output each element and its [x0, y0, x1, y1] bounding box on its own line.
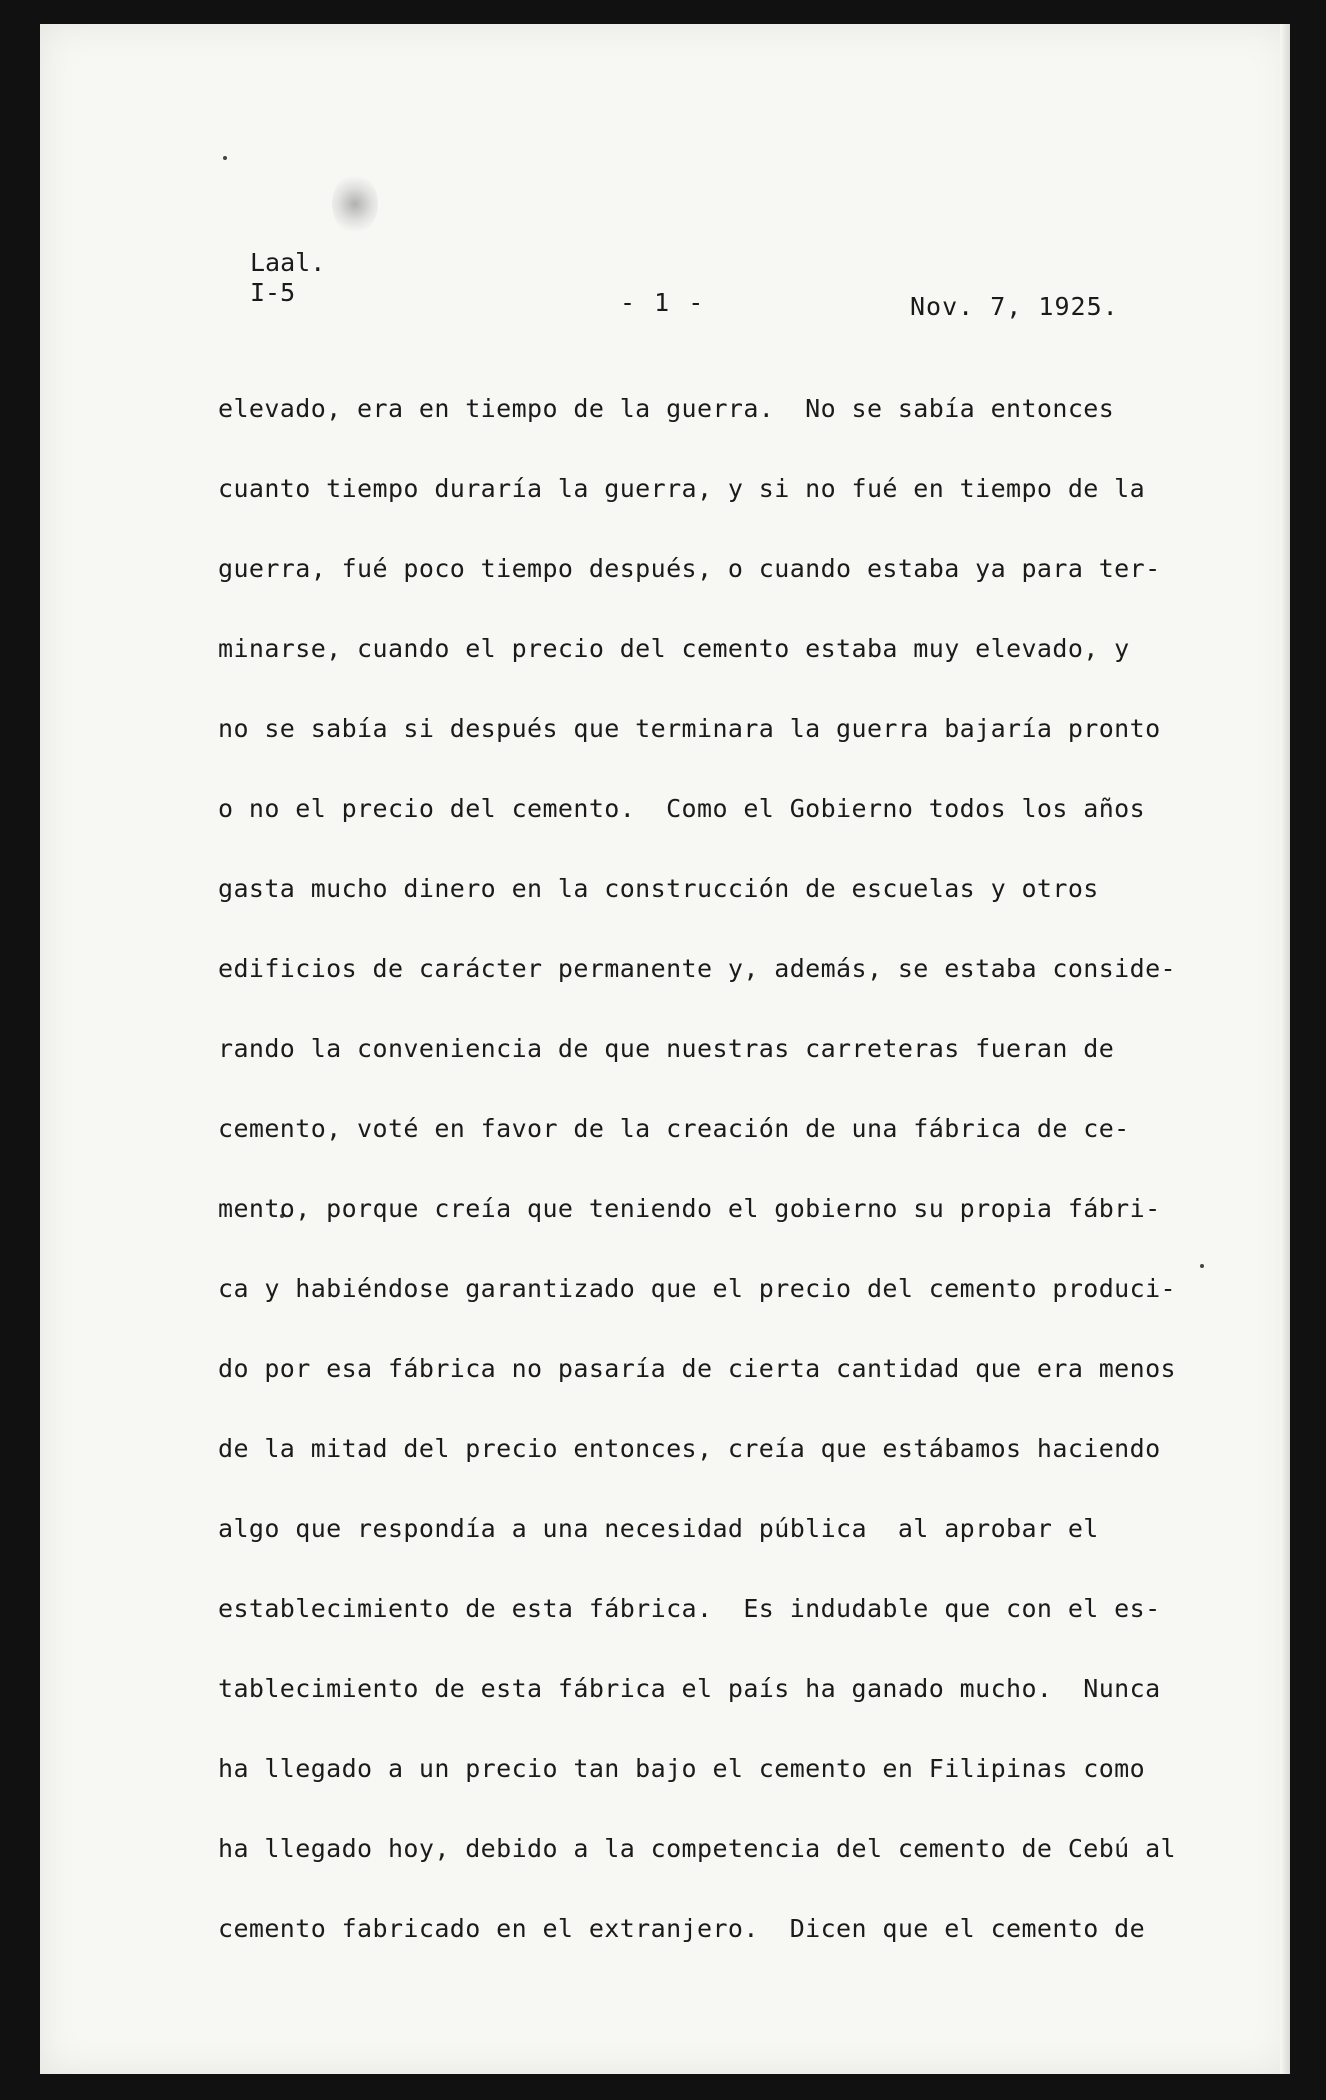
text-line: establecimiento de esta fábrica. Es indudable que con el es- [218, 1594, 1161, 1623]
ink-speck [223, 156, 227, 160]
text-line: elevado, era en tiempo de la guerra. No se sabía entonces [218, 394, 1115, 423]
text-line: do por esa fábrica no pasaría de cierta cantidad que era menos [218, 1354, 1176, 1383]
page-header [250, 248, 1150, 328]
document-date: Nov. 7, 1925. [910, 292, 1119, 321]
text-line: cemento fabricado en el extranjero. Dicen que el cemento de [218, 1914, 1146, 1943]
reference-code [250, 248, 325, 308]
body-text [218, 394, 1198, 1994]
text-line: guerra, fué poco tiempo después, o cuando estaba ya para ter- [218, 554, 1161, 583]
text-line: cemento, voté en favor de la creación de una fábrica de ce- [218, 1114, 1130, 1143]
text-line: gasta mucho dinero en la construcción de escuelas y otros [218, 874, 1099, 903]
text-line: ha llegado hoy, debido a la competencia del cemento de Cebú al [218, 1834, 1176, 1863]
text-line: tablecimiento de esta fábrica el país ha ganado mucho. Nunca [218, 1674, 1161, 1703]
page-number: - 1 - [620, 288, 706, 317]
ink-smudge [332, 174, 378, 234]
ink-speck [1200, 1264, 1204, 1268]
reference-line: I-5 [250, 278, 296, 307]
text-line: edificios de carácter permanente y, además, se estaba conside- [218, 954, 1176, 983]
reference-line: Laal. [250, 248, 326, 277]
text-line: no se sabía si después que terminara la guerra bajaría pronto [218, 714, 1161, 743]
text-line: algo que respondía a una necesidad pública al aprobar el [218, 1514, 1099, 1543]
text-line: mento, porque creía que teniendo el gobierno su propia fábri- [218, 1194, 1161, 1223]
text-line: o no el precio del cemento. Como el Gobierno todos los años [218, 794, 1146, 823]
text-line: minarse, cuando el precio del cemento estaba muy elevado, y [218, 634, 1130, 663]
text-line: ca y habiéndose garantizado que el precio del cemento produci- [218, 1274, 1176, 1303]
page-edge-shadow [1280, 24, 1290, 2074]
text-line: rando la conveniencia de que nuestras carreteras fueran de [218, 1034, 1115, 1063]
text-line: de la mitad del precio entonces, creía que estábamos haciendo [218, 1434, 1161, 1463]
text-line: ha llegado a un precio tan bajo el cemento en Filipinas como [218, 1754, 1146, 1783]
text-line: cuanto tiempo duraría la guerra, y si no fué en tiempo de la [218, 474, 1146, 503]
